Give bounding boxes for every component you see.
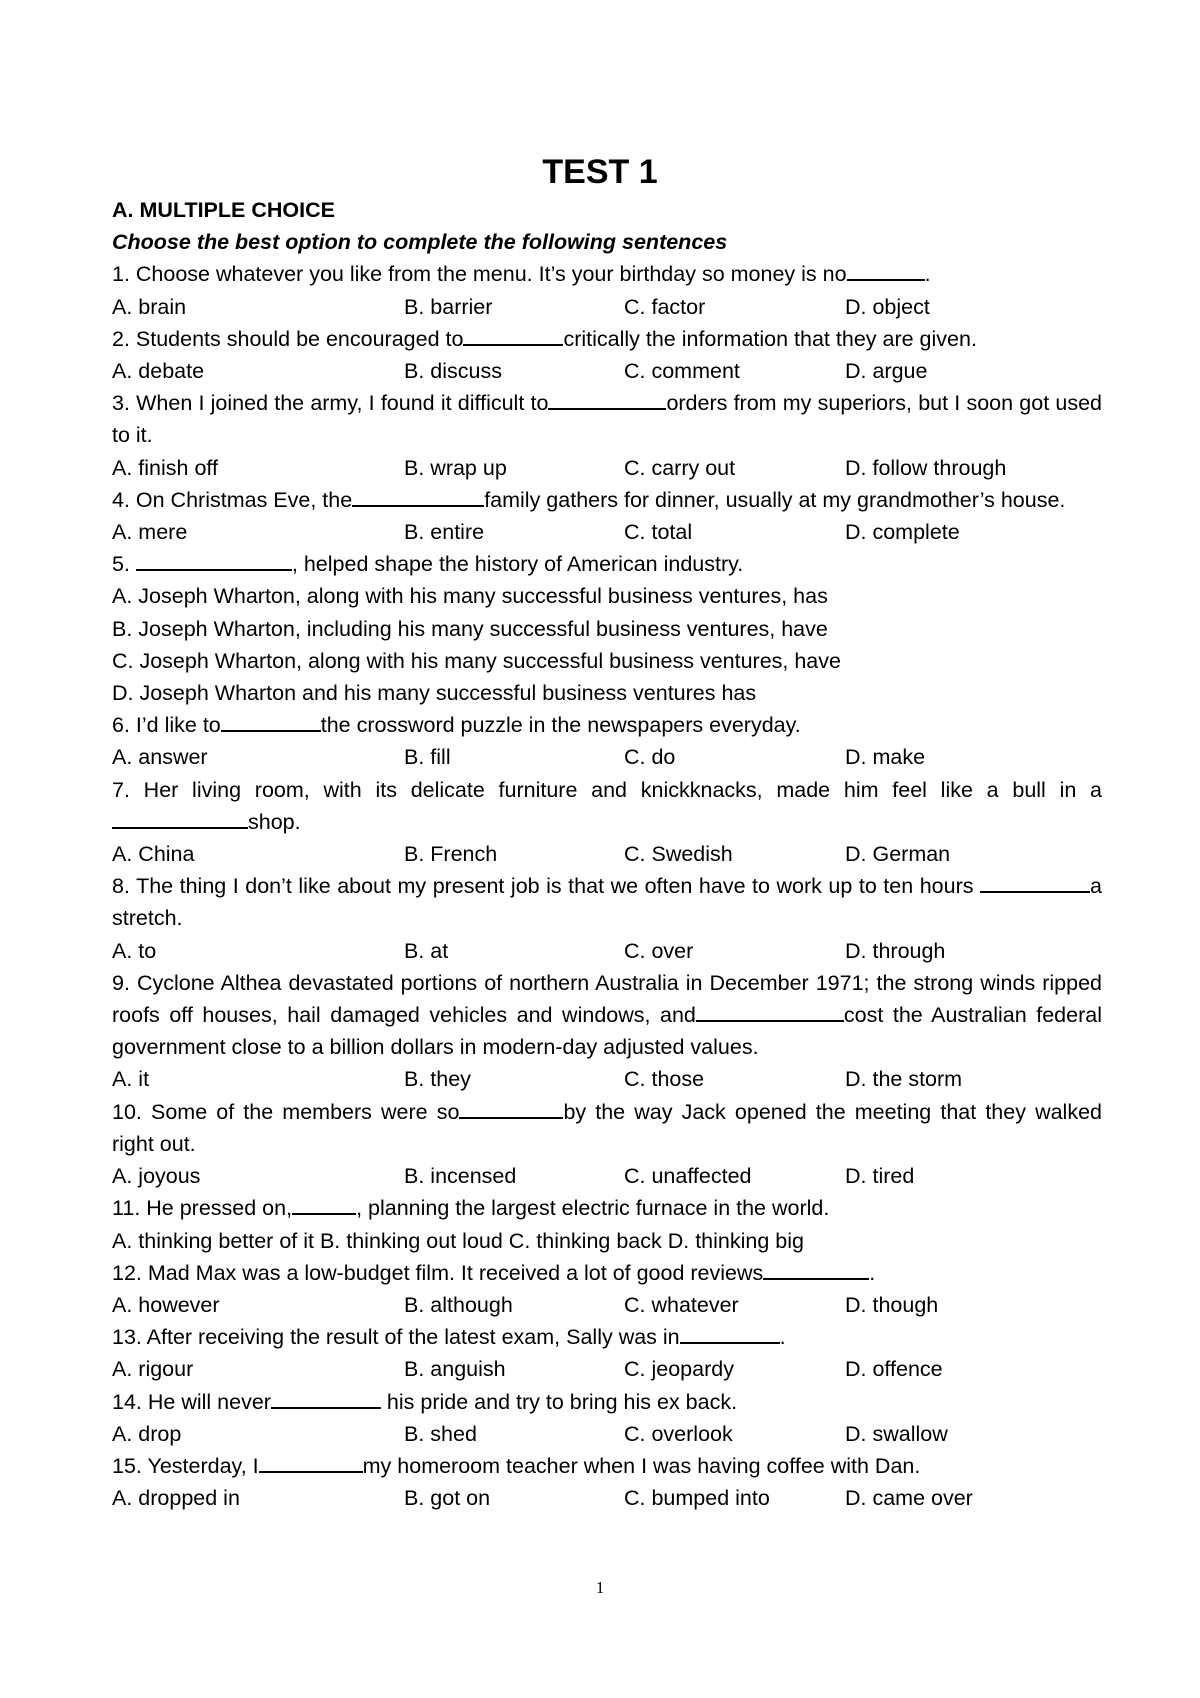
- question-3-options: [112, 452, 1102, 484]
- option-c: C. do: [624, 745, 676, 770]
- option-c: C. Swedish: [624, 842, 733, 867]
- option-b: B. Joseph Wharton, including his many successful business ventures, have: [112, 616, 828, 641]
- question-15-options: [112, 1482, 1102, 1514]
- option-a: A. China: [112, 842, 195, 867]
- question-7: [112, 774, 1102, 838]
- question-9: [112, 967, 1102, 1064]
- answer-blank: [271, 1387, 381, 1409]
- question-5-text: 5.: [112, 552, 136, 577]
- question-2-tail: critically the information that they are given.: [563, 326, 977, 351]
- option-a: A. mere: [112, 520, 188, 545]
- option-d: D. Joseph Wharton and his many successful business ventures has: [112, 681, 757, 706]
- question-4-options: [112, 516, 1102, 548]
- option-d: D. follow through: [845, 455, 1007, 480]
- question-12-tail: .: [869, 1260, 876, 1285]
- option-a: A. rigour: [112, 1357, 194, 1382]
- option-b: B. discuss: [404, 359, 502, 384]
- question-list: [112, 194, 1102, 1514]
- question-12: [112, 1257, 1102, 1289]
- option-d: D. complete: [845, 520, 960, 545]
- question-10-options: [112, 1160, 1102, 1192]
- question-11: [112, 1192, 1102, 1224]
- question-2-text: 2. Students should be encouraged to: [112, 326, 464, 351]
- question-1: [112, 258, 1102, 290]
- question-5-tail: , helped shape the history of American industry.: [291, 552, 744, 577]
- answer-blank: [696, 1000, 844, 1022]
- option-c: C. comment: [624, 359, 740, 384]
- question-13: [112, 1321, 1102, 1353]
- option-c: C. factor: [624, 294, 706, 319]
- answer-blank: [463, 324, 563, 346]
- question-6-text: 6. I’d like to: [112, 713, 221, 738]
- option-d: D. object: [845, 294, 930, 319]
- option-d: D. make: [845, 745, 926, 770]
- answer-blank: [352, 485, 484, 507]
- option-a: A. it: [112, 1067, 150, 1092]
- option-a: A. Joseph Wharton, along with his many successful business ventures, has: [112, 584, 828, 609]
- option-c: C. over: [624, 938, 694, 963]
- option-a: A. dropped in: [112, 1486, 240, 1511]
- answer-blank: [980, 871, 1090, 893]
- question-9-options: [112, 1063, 1102, 1095]
- question-10-tail: by the way Jack opened the meeting that they walked right out.: [112, 1099, 1102, 1156]
- answer-blank: [136, 549, 292, 571]
- option-a: A. brain: [112, 294, 187, 319]
- question-4: [112, 484, 1102, 516]
- answer-blank: [548, 388, 666, 410]
- option-d: D. came over: [845, 1486, 973, 1511]
- option-d: D. the storm: [845, 1067, 963, 1092]
- question-14-options: [112, 1418, 1102, 1450]
- question-4-tail: family gathers for dinner, usually at my grandmother’s house.: [484, 487, 1066, 512]
- option-a: A. debate: [112, 359, 205, 384]
- answer-blank: [459, 1097, 563, 1119]
- answer-blank: [847, 259, 925, 281]
- question-15: [112, 1450, 1102, 1482]
- question-12-options: [112, 1289, 1102, 1321]
- question-10: [112, 1096, 1102, 1160]
- option-c: C. overlook: [624, 1421, 733, 1446]
- page-title: TEST 1: [542, 153, 658, 191]
- option-b: B. at: [404, 938, 449, 963]
- option-c: C. unaffected: [624, 1164, 752, 1189]
- question-3-text: 3. When I joined the army, I found it difficult to: [112, 391, 549, 416]
- answer-blank: [112, 807, 248, 829]
- option-a: A. drop: [112, 1421, 182, 1446]
- question-6-tail: the crossword puzzle in the newspapers everyday.: [320, 713, 801, 738]
- option-b: B. French: [404, 842, 498, 867]
- question-9-text: 9. Cyclone Althea devastated portions of northern Australia in December 1971; the strong winds ripped roofs off houses, hail damaged vehicles and windows, and: [112, 970, 1102, 1028]
- option-c: C. carry out: [624, 455, 736, 480]
- section-heading: A. MULTIPLE CHOICE: [112, 198, 335, 222]
- option-c: C. whatever: [624, 1292, 739, 1317]
- option-d: D. swallow: [845, 1421, 948, 1446]
- option-a: A. to: [112, 938, 157, 963]
- question-7-options: [112, 838, 1102, 870]
- question-1-tail: .: [924, 262, 931, 287]
- option-d: D. through: [845, 938, 946, 963]
- question-8: [112, 870, 1102, 934]
- option-b: B. wrap up: [404, 455, 507, 480]
- question-3-tail: orders from my superiors, but I soon got used to it.: [112, 391, 1102, 448]
- option-d: D. argue: [845, 359, 928, 384]
- answer-blank: [259, 1451, 363, 1473]
- question-10-text: 10. Some of the members were so: [112, 1099, 460, 1124]
- question-6-options: [112, 741, 1102, 773]
- question-14-text: 14. He will never: [112, 1389, 271, 1414]
- instruction: Choose the best option to complete the following sentences: [112, 230, 728, 255]
- question-12-text: 12. Mad Max was a low-budget film. It received a lot of good reviews: [112, 1260, 764, 1285]
- option-d: D. though: [845, 1292, 939, 1317]
- option-b: B. incensed: [404, 1164, 517, 1189]
- question-14-tail: his pride and try to bring his ex back.: [380, 1389, 738, 1414]
- answer-blank: [763, 1258, 869, 1280]
- answer-blank: [221, 710, 321, 732]
- answer-blank: [292, 1193, 356, 1215]
- option-b: B. barrier: [404, 294, 493, 319]
- option-b: B. they: [404, 1067, 471, 1092]
- option-c: C. total: [624, 520, 693, 545]
- option-c: C. jeopardy: [624, 1357, 734, 1382]
- option-c: C. those: [624, 1067, 705, 1092]
- question-7-text: 7. Her living room, with its delicate furniture and knickknacks, made him feel like a bull in a: [112, 777, 1102, 802]
- option-a: A. however: [112, 1292, 220, 1317]
- question-9-tail: cost the Australian federal government close to a billion dollars in modern-day adjusted values.: [112, 1003, 1102, 1060]
- question-8-text: 8. The thing I don’t like about my present job is that we often have to work up to ten hours: [112, 874, 974, 899]
- question-15-tail: my homeroom teacher when I was having coffee with Dan.: [362, 1453, 921, 1478]
- page-number: 1: [595, 1578, 605, 1597]
- question-11-tail: , planning the largest electric furnace in the world.: [356, 1196, 830, 1221]
- question-13-text: 13. After receiving the result of the latest exam, Sally was in: [112, 1325, 680, 1350]
- option-c: C. Joseph Wharton, along with his many successful business ventures, have: [112, 648, 841, 673]
- question-13-options: [112, 1353, 1102, 1385]
- option-b: B. fill: [404, 745, 451, 770]
- option-a: A. joyous: [112, 1164, 201, 1189]
- option-d: D. offence: [845, 1357, 943, 1382]
- question-11-options: A. thinking better of it B. thinking out loud C. thinking back D. thinking big: [112, 1228, 804, 1253]
- option-a: A. finish off: [112, 455, 218, 480]
- question-5: [112, 548, 1102, 580]
- option-a: A. answer: [112, 745, 208, 770]
- question-13-tail: .: [779, 1325, 786, 1350]
- question-2-options: [112, 355, 1102, 387]
- question-1-text: 1. Choose whatever you like from the menu. It’s your birthday so money is no: [112, 262, 847, 287]
- question-11-text: 11. He pressed on,: [112, 1196, 293, 1221]
- option-d: D. German: [845, 842, 951, 867]
- question-4-text: 4. On Christmas Eve, the: [112, 487, 353, 512]
- question-8-tail: a stretch.: [112, 874, 1102, 931]
- answer-blank: [680, 1322, 780, 1344]
- option-d: D. tired: [845, 1164, 915, 1189]
- question-14: [112, 1386, 1102, 1418]
- option-b: B. entire: [404, 520, 485, 545]
- question-2: [112, 323, 1102, 355]
- option-b: B. got on: [404, 1486, 491, 1511]
- option-b: B. shed: [404, 1421, 477, 1446]
- question-7-tail: shop.: [248, 809, 301, 834]
- question-8-options: [112, 935, 1102, 967]
- option-c: C. bumped into: [624, 1486, 770, 1511]
- option-b: B. anguish: [404, 1357, 506, 1382]
- question-15-text: 15. Yesterday, I: [112, 1453, 259, 1478]
- option-b: B. although: [404, 1292, 513, 1317]
- question-1-options: [112, 291, 1102, 323]
- question-3: [112, 387, 1102, 451]
- question-6: [112, 709, 1102, 741]
